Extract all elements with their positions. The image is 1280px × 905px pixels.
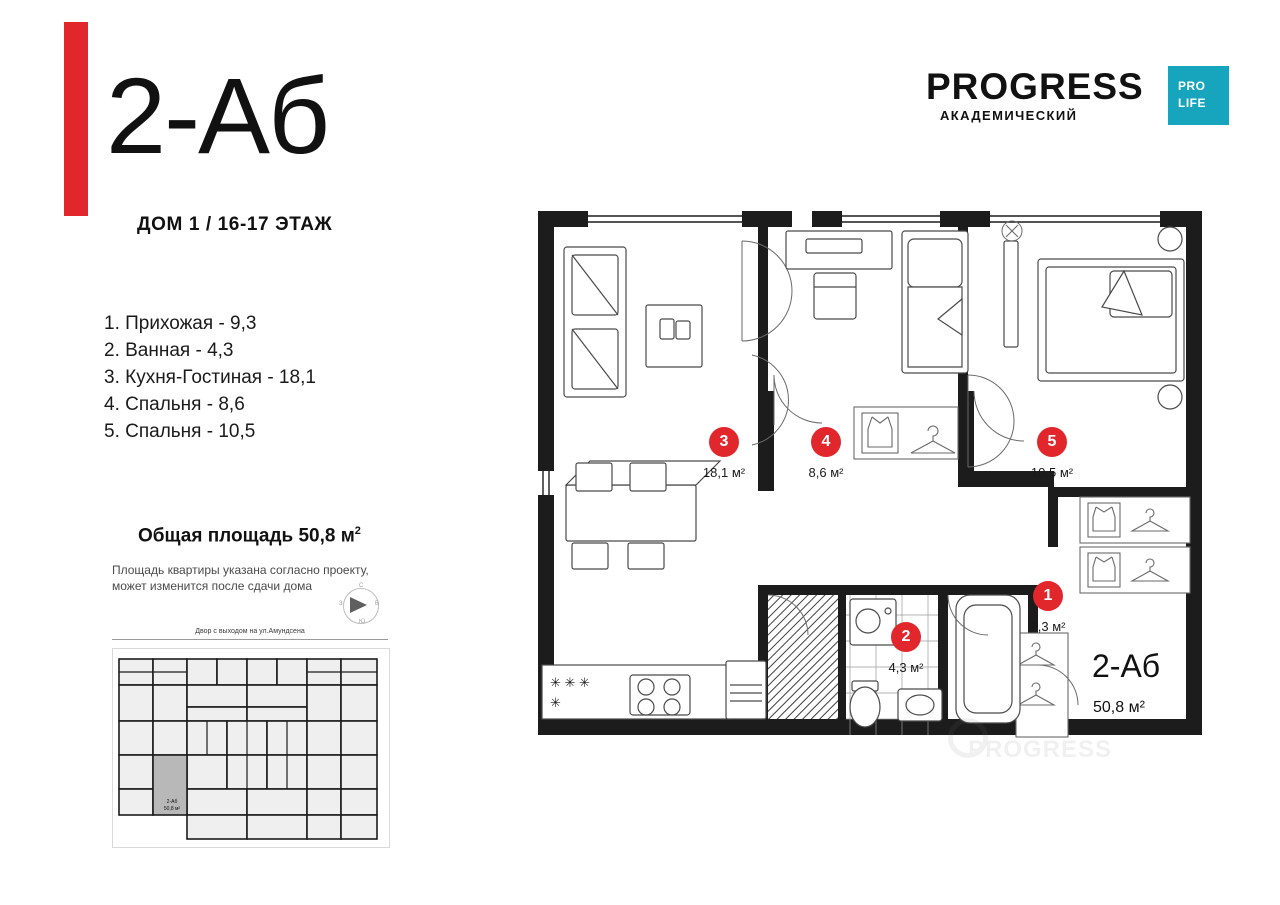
marker-3-area: 18,1 м² xyxy=(702,465,746,480)
keyplan-drawing xyxy=(113,649,389,847)
brand-name: PROGRESS xyxy=(926,66,1144,107)
brand-logo xyxy=(926,66,1236,128)
svg-text:✳ ✳ ✳: ✳ ✳ ✳ xyxy=(550,675,590,690)
marker-1-area: 9,3 м² xyxy=(1030,619,1066,634)
legend-item-4: 4. Спальня - 8,6 xyxy=(104,394,245,415)
legend-item-2: 2. Ванная - 4,3 xyxy=(104,340,234,361)
marker-3: 3 xyxy=(709,427,739,457)
compass-label-south: Ю xyxy=(359,619,366,625)
marker-5-area: 10,5 м² xyxy=(1030,465,1074,480)
brand-badge-line1: PRO xyxy=(1178,79,1206,93)
keyplan-yard-label: Двор с выходом на ул.Амундсена xyxy=(195,628,305,635)
brand-badge xyxy=(1168,66,1229,125)
compass-label-east: В xyxy=(375,601,380,607)
compass-label-west: З xyxy=(339,601,343,607)
accent-bar xyxy=(64,22,88,216)
legend-item-5: 5. Спальня - 10,5 xyxy=(104,421,256,442)
keyplan-divider xyxy=(112,639,388,640)
area-disclaimer: Площадь квартиры указана согласно проекту, может изменится после сдачи дома xyxy=(112,563,369,593)
legend-item-3: 3. Кухня-Гостиная - 18,1 xyxy=(104,367,316,388)
floor-keyplan xyxy=(112,628,388,846)
total-area xyxy=(138,525,361,547)
total-area-unit: 2 xyxy=(354,525,361,537)
keyplan-frame xyxy=(112,648,390,848)
brand-district: АКАДЕМИЧЕСКИЙ xyxy=(940,108,1078,123)
marker-4: 4 xyxy=(811,427,841,457)
marker-1: 1 xyxy=(1033,581,1063,611)
keyplan-highlight-area: 50,8 м² xyxy=(163,806,181,812)
marker-2-area: 4,3 м² xyxy=(888,660,924,675)
plan-area-badge: 50,8 м² xyxy=(1093,699,1145,716)
page-subtitle: ДОМ 1 / 16-17 ЭТАЖ xyxy=(137,214,333,235)
compass-icon xyxy=(339,584,381,626)
marker-2: 2 xyxy=(891,622,921,652)
marker-4-area: 8,6 м² xyxy=(808,465,844,480)
watermark-text: PROGRESS xyxy=(968,736,1113,763)
svg-text:✳: ✳ xyxy=(550,695,561,710)
room-legend xyxy=(104,310,316,445)
compass-label-north: С xyxy=(359,583,364,589)
total-area-label: Общая площадь 50,8 м xyxy=(138,525,355,547)
legend-item-1: 1. Прихожая - 9,3 xyxy=(104,313,257,334)
compass-needle xyxy=(350,597,367,613)
marker-5: 5 xyxy=(1037,427,1067,457)
plan-code-badge: 2-Аб xyxy=(1092,648,1161,684)
keyplan-highlight-code: 2-Аб xyxy=(166,799,178,805)
watermark xyxy=(940,700,1140,770)
brand-badge-line2: LIFE xyxy=(1178,96,1206,110)
page-title: 2-Аб xyxy=(106,55,328,176)
